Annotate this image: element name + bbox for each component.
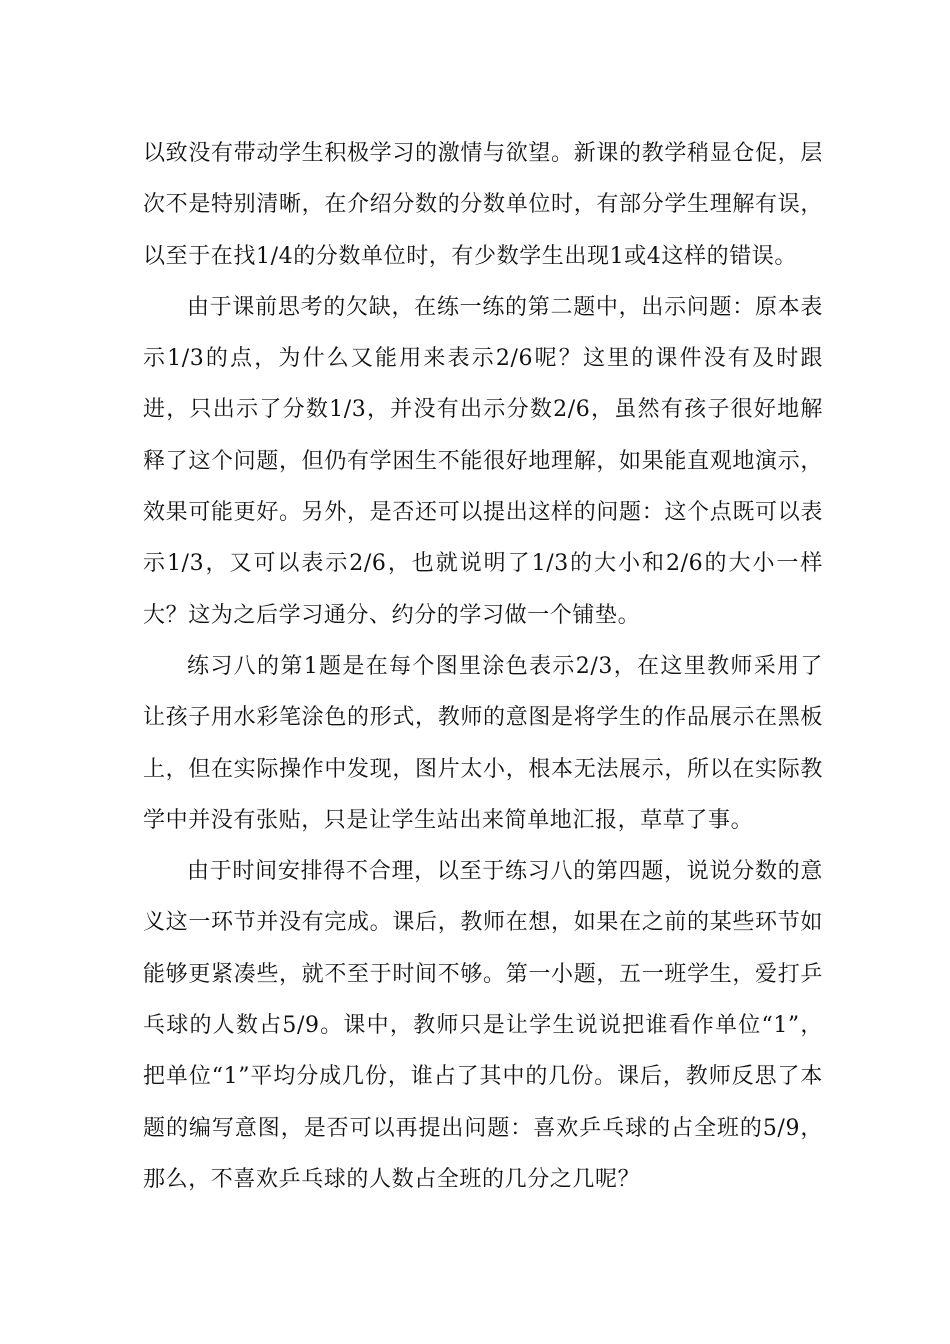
paragraph-2: 由于课前思考的欠缺，在练一练的第二题中，出示问题：原本表示1/3的点，为什么又能用来表示2/6呢？这里的课件没有及时跟进，只出示了分数1/3，并没有出示分数2/6，虽然有孩子很好地解释了这个问题，但仍有学困生不能很好地理解，如果能直观地演示，效果可能更好。另外，是否还可以提出这样的问题：这个点既可以表示1/3，又可以表示2/6，也就说明了1/3的大小和2/6的大小一样大？这为之后学习通分、约分的学习做一个铺垫。 [143, 294, 823, 628]
document-body [143, 128, 823, 1205]
paragraph-1: 以致没有带动学生积极学习的激情与欲望。新课的教学稍显仓促，层次不是特别清晰，在介绍分数的分数单位时，有部分学生理解有误，以至于在找1/4的分数单位时，有少数学生出现1或4这样的错误。 [143, 141, 823, 269]
paragraph-3: 练习八的第1题是在每个图里涂色表示2/3，在这里教师采用了让孩子用水彩笔涂色的形式，教师的意图是将学生的作品展示在黑板上，但在实际操作中发现，图片太小，根本无法展示，所以在实际教学中并没有张贴，只是让学生站出来简单地汇报，草草了事。 [143, 653, 823, 833]
paragraph-4: 由于时间安排得不合理，以至于练习八的第四题，说说分数的意义这一环节并没有完成。课后，教师在想，如果在之前的某些环节如能够更紧凑些，就不至于时间不够。第一小题，五一班学生，爱打乒乓球的人数占5/9。课中，教师只是让学生说说把谁看作单位“1”，把单位“1”平均分成几份，谁占了其中的几份。课后，教师反思了本题的编写意图，是否可以再提出问题：喜欢乒乓球的占全班的5/9，那么，不喜欢乒乓球的人数占全班的几分之几呢？ [143, 859, 823, 1192]
